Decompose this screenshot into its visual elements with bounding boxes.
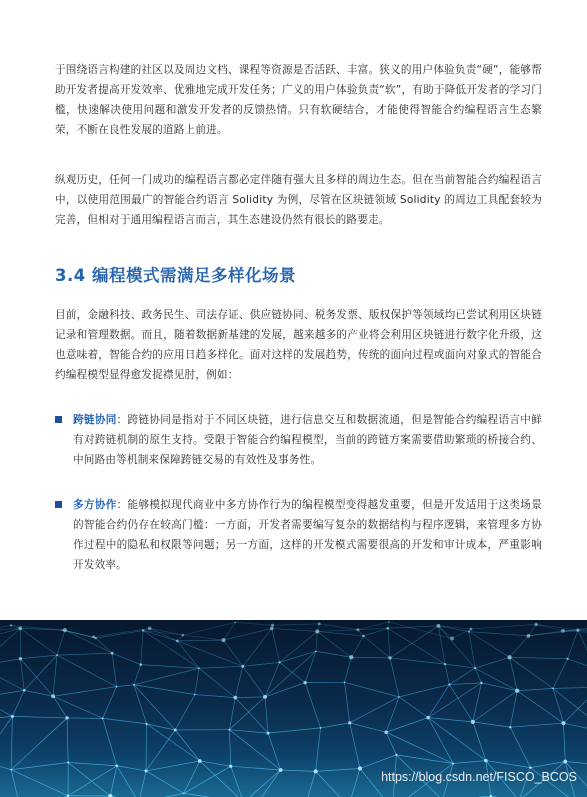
network-node — [358, 766, 362, 770]
network-node — [484, 759, 487, 762]
network-link — [57, 655, 117, 687]
network-link — [317, 630, 358, 632]
network-link — [96, 631, 143, 639]
network-link — [564, 723, 587, 733]
network-node — [563, 760, 567, 764]
network-link — [438, 626, 471, 629]
network-node — [61, 629, 63, 631]
network-node — [229, 765, 232, 768]
network-node — [142, 629, 144, 631]
bullet-term: 跨链协同 — [73, 414, 117, 426]
network-node — [448, 684, 450, 686]
network-node — [398, 696, 400, 698]
network-link — [273, 624, 320, 625]
network-link — [428, 718, 473, 722]
network-link — [317, 631, 351, 657]
network-link — [528, 630, 577, 636]
network-node — [241, 665, 244, 668]
square-bullet-icon — [55, 501, 62, 508]
network-node — [198, 759, 202, 763]
network-link — [175, 730, 200, 761]
network-link — [449, 668, 475, 685]
network-link — [564, 687, 587, 723]
network-link — [510, 723, 563, 727]
network-link — [0, 698, 12, 717]
network-link — [517, 691, 563, 723]
network-node — [444, 663, 446, 665]
network-link — [57, 630, 65, 655]
network-node — [271, 624, 274, 627]
network-link — [568, 659, 587, 669]
network-node — [348, 721, 351, 724]
network-link — [229, 730, 280, 770]
network-link — [12, 716, 67, 718]
paragraph-application-diversity: 目前，金融科技、政务民生、司法存证、供应链协同、税务发票、版权保护等领域均已尝试利用区块链记录和管理数据。而且，随着数据新基建的发展，越来越多的产业将会利用区块链进行数字化升级，这也意味着，智能合约的应用日趋多样化。面对这样的发展趋势，传统的面向过程或面向对象式的智能合约编程模型显得愈发捉襟见肘，例如： — [55, 309, 542, 381]
network-node — [395, 754, 397, 756]
network-node — [145, 769, 148, 772]
network-link — [0, 690, 24, 697]
network-link — [350, 723, 386, 732]
network-link — [134, 685, 147, 724]
network-link — [229, 730, 230, 767]
network-link — [317, 631, 363, 636]
network-link — [481, 683, 517, 691]
network-link — [112, 653, 141, 664]
network-link — [0, 625, 11, 631]
network-link — [473, 683, 482, 722]
network-link — [280, 631, 318, 662]
network-link — [199, 666, 243, 668]
network-link — [360, 755, 396, 769]
network-link — [11, 718, 67, 770]
network-link — [53, 655, 57, 696]
paragraph-ux-ecosystem: 于围绕语言构建的社区以及周边文档、课程等资源是否活跃、丰富。狭义的用户体验负责“硬”，能够帮助开发者提高开发效率、优雅地完成开发任务；广义的用户体验负责“软”，有助于降低开发者的学习门槛，快速解决使用问题和激发开发者的反馈热情。只有软硬结合，才能使得智能合约编程语言生态繁荣，不断在良性发展的道路上前进。 — [55, 64, 542, 136]
network-node — [315, 650, 317, 652]
bullet-cross-chain — [55, 410, 542, 470]
network-link — [568, 630, 578, 659]
network-node — [10, 624, 12, 626]
network-link — [388, 626, 439, 628]
network-node — [102, 717, 104, 719]
network-link — [20, 659, 24, 691]
network-node — [279, 768, 283, 772]
network-link — [68, 763, 110, 797]
network-link — [110, 766, 116, 796]
network-link — [20, 628, 57, 655]
network-link — [469, 632, 529, 636]
network-link — [445, 664, 475, 668]
network-link — [469, 632, 475, 668]
network-link — [146, 730, 175, 771]
network-link — [316, 768, 360, 771]
network-link — [469, 632, 510, 658]
network-node — [480, 682, 482, 684]
network-link — [150, 628, 178, 640]
network-node — [233, 696, 237, 700]
network-link — [473, 691, 517, 722]
bullet-body: ：能够模拟现代商业中多方协作行为的编程模型变得越发重要，但是开发适用于这类场景的智能合约仍存在较高门槛：一方面，开发者需要编写复杂的数据结构与程序逻辑，来管理多方协作过程中的隐私和权限等问题；另一方面，这样的开发模式需要很高的开发和审计成本，严重影响开发效率。 — [73, 499, 542, 571]
network-link — [445, 664, 449, 684]
network-link — [316, 631, 317, 651]
network-node — [145, 723, 147, 725]
network-link — [517, 688, 553, 690]
network-link — [320, 723, 349, 728]
network-node — [388, 621, 390, 623]
network-node — [561, 629, 565, 633]
network-node — [509, 726, 511, 728]
network-link — [177, 640, 223, 641]
network-link — [281, 770, 316, 771]
network-node — [267, 732, 270, 735]
network-link — [265, 662, 279, 697]
network-link — [268, 728, 320, 733]
network-node — [507, 655, 511, 659]
network-link — [528, 624, 536, 635]
network-node — [263, 695, 267, 699]
network-node — [315, 629, 319, 633]
network-link — [143, 631, 177, 641]
network-link — [399, 697, 428, 718]
network-node — [56, 654, 58, 656]
square-bullet-icon — [55, 416, 62, 423]
network-link — [344, 657, 351, 682]
network-link — [141, 665, 199, 669]
network-link — [195, 668, 199, 694]
network-node — [148, 627, 152, 631]
network-link — [11, 770, 68, 796]
network-link — [103, 718, 147, 724]
network-link — [0, 761, 11, 770]
network-link — [199, 668, 235, 697]
bullet-term: 多方协作 — [73, 499, 117, 511]
network-link — [319, 624, 358, 630]
network-link — [268, 733, 281, 770]
network-link — [243, 666, 265, 697]
network-node — [450, 637, 454, 641]
network-node — [452, 762, 454, 764]
network-link — [134, 685, 195, 695]
network-link — [265, 697, 268, 733]
network-link — [65, 630, 112, 653]
network-node — [116, 686, 118, 688]
network-node — [133, 684, 135, 686]
bullet-text — [73, 410, 542, 470]
network-node — [471, 720, 475, 724]
network-node — [194, 694, 196, 696]
network-link — [530, 762, 565, 768]
network-link — [350, 697, 399, 723]
network-link — [231, 766, 281, 770]
network-link — [67, 718, 68, 763]
network-node — [67, 762, 69, 764]
network-link — [344, 682, 399, 697]
network-link — [510, 691, 517, 727]
network-link — [553, 688, 587, 732]
network-link — [260, 770, 281, 797]
bullet-multi-party — [55, 495, 542, 575]
network-link — [428, 718, 486, 761]
network-node — [320, 727, 322, 729]
network-link — [235, 698, 268, 734]
network-link — [134, 668, 199, 684]
network-link — [344, 682, 349, 723]
network-link — [553, 659, 568, 689]
network-link — [475, 668, 517, 691]
network-link — [11, 716, 12, 769]
network-link — [146, 771, 184, 793]
network-node — [51, 694, 55, 698]
network-node — [182, 634, 185, 637]
network-link — [316, 771, 349, 797]
network-link — [146, 724, 147, 771]
network-node — [303, 681, 306, 684]
paragraph-history-ecosystem: 纵观历史，任何一门成功的编程语言都必定伴随有强大且多样的周边生态。但在当前智能合约编程语言中，以使用范围最广的智能合约语言 Solidity 为例，尽管在区块链领域 Solidity 的周边工具配套较为完善，但相对于通用编程语言而言，其生态建设仍然有很长的路要走。 — [55, 174, 542, 226]
section-heading: 3.4 编程模式需满足多样化场景 — [55, 266, 296, 285]
network-link — [117, 766, 139, 797]
network-link — [272, 628, 318, 631]
network-link — [449, 685, 472, 722]
network-link — [53, 687, 116, 697]
network-node — [318, 622, 321, 625]
network-node — [270, 627, 274, 631]
network-node — [576, 628, 579, 631]
network-link — [243, 662, 280, 666]
network-link — [0, 628, 20, 642]
network-node — [344, 682, 346, 684]
network-link — [183, 622, 235, 635]
network-node — [527, 634, 531, 638]
network-link — [146, 761, 200, 771]
network-link — [139, 793, 184, 797]
network-link — [316, 728, 321, 771]
network-node — [198, 667, 200, 669]
network-node — [10, 769, 12, 771]
network-link — [20, 655, 57, 659]
network-link — [390, 626, 438, 658]
network-node — [139, 663, 142, 666]
network-link — [475, 657, 510, 668]
network-node — [174, 729, 177, 732]
network-node — [561, 721, 565, 725]
network-link — [473, 722, 510, 727]
network-link — [349, 768, 360, 797]
network-link — [386, 718, 428, 733]
network-node — [468, 631, 470, 633]
network-link — [134, 665, 141, 685]
network-link — [117, 766, 146, 771]
network-link — [390, 658, 399, 697]
network-node — [234, 622, 236, 624]
network-link — [57, 653, 112, 655]
network-link — [350, 723, 360, 769]
network-node — [92, 635, 95, 638]
network-link — [103, 718, 117, 765]
network-node — [552, 688, 554, 690]
network-link — [363, 636, 390, 658]
network-link — [510, 657, 568, 658]
network-node — [95, 637, 97, 639]
network-link — [399, 685, 449, 697]
network-link — [386, 697, 399, 732]
network-link — [24, 655, 57, 690]
network-link — [428, 685, 449, 718]
network-node — [362, 635, 365, 638]
network-node — [388, 656, 391, 659]
network-link — [139, 771, 146, 797]
network-link — [112, 653, 116, 687]
network-node — [18, 626, 22, 630]
network-link — [553, 687, 587, 688]
bullet-body: ：跨链协同是指对于不同区块链，进行信息交互和数据流通，但是智能合约编程语言中鲜有对跨链机制的原生支持。受限于智能合约编程模型，当前的跨链方案需要借助繁琐的桥接合约、中间路由等机制来保障跨链交易的有效性及事务性。 — [73, 414, 542, 466]
network-node — [183, 793, 185, 795]
network-link — [438, 626, 445, 664]
network-node — [437, 624, 441, 628]
network-node — [356, 628, 359, 631]
network-node — [529, 766, 531, 768]
network-link — [68, 763, 117, 766]
network-link — [428, 718, 453, 764]
network-node — [221, 638, 225, 642]
network-link — [475, 668, 481, 683]
network-link — [96, 638, 113, 653]
network-link — [386, 732, 396, 755]
network-node — [474, 667, 476, 669]
network-link — [175, 695, 195, 730]
network-link — [388, 628, 390, 658]
network-link — [351, 636, 363, 657]
network-link — [265, 683, 305, 697]
network-link — [103, 687, 117, 719]
network-node — [515, 689, 519, 693]
network-link — [272, 628, 280, 662]
network-link — [116, 685, 133, 687]
network-link — [235, 697, 265, 698]
network-link — [473, 722, 486, 761]
watermark-text: https://blog.csdn.net/FISCO_BCOS — [381, 770, 577, 784]
network-link — [510, 636, 529, 657]
network-node — [229, 729, 231, 731]
network-link — [306, 771, 316, 797]
network-node — [386, 627, 389, 630]
network-node — [566, 658, 568, 660]
network-node — [426, 716, 430, 720]
network-link — [141, 631, 143, 665]
network-link — [195, 695, 235, 698]
network-node — [19, 657, 22, 660]
network-node — [111, 652, 114, 655]
network-node — [470, 628, 473, 631]
network-link — [316, 651, 351, 657]
network-link — [12, 690, 24, 716]
network-node — [314, 769, 318, 773]
network-link — [235, 622, 272, 625]
network-node — [63, 628, 67, 632]
bullet-text — [73, 495, 542, 575]
network-link — [553, 688, 564, 723]
network-link — [68, 766, 117, 796]
network-link — [11, 763, 68, 770]
network-node — [23, 689, 26, 692]
network-link — [449, 683, 481, 685]
network-link — [453, 761, 486, 764]
network-link — [471, 624, 536, 629]
network-link — [486, 761, 531, 768]
network-node — [384, 730, 388, 734]
network-link — [351, 657, 390, 658]
network-link — [305, 683, 320, 728]
network-node — [116, 764, 119, 767]
network-link — [235, 666, 242, 697]
network-link — [280, 651, 316, 662]
network-node — [65, 716, 68, 719]
network-node — [176, 640, 179, 643]
network-node — [534, 623, 538, 627]
network-link — [510, 727, 530, 767]
network-link — [65, 630, 96, 638]
network-link — [0, 659, 20, 666]
network-link — [0, 666, 24, 690]
network-node — [11, 715, 14, 718]
network-link — [183, 635, 224, 640]
network-link — [94, 628, 150, 636]
network-link — [0, 716, 12, 761]
network-link — [229, 730, 268, 733]
network-node — [278, 661, 280, 663]
network-link — [564, 723, 566, 761]
network-link — [510, 657, 553, 688]
network-link — [244, 770, 281, 797]
network-node — [349, 655, 353, 659]
